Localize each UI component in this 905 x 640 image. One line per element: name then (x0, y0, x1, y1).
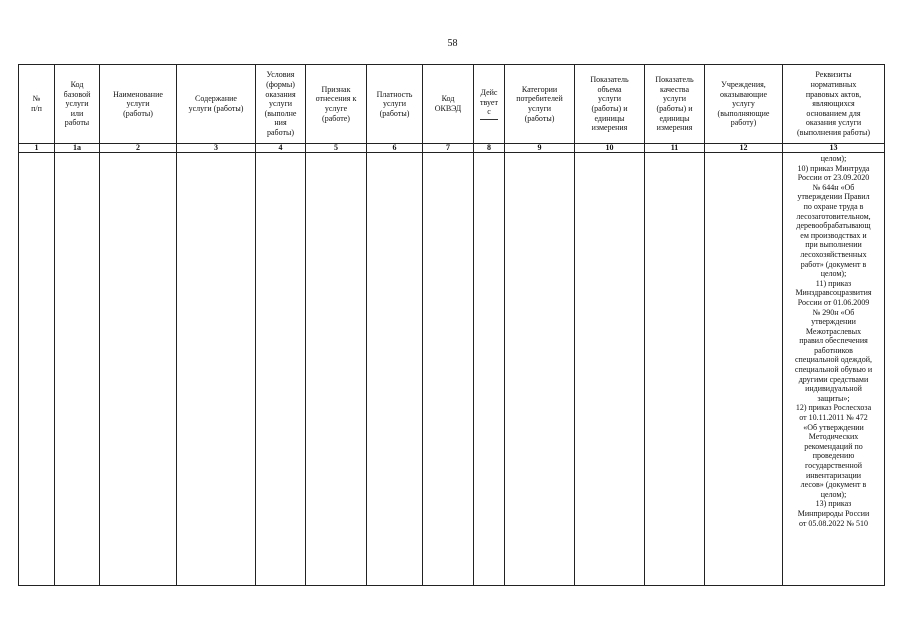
column-header-9: Категории потребителей услуги (работы) (505, 65, 575, 144)
cell-col-11 (645, 153, 705, 586)
column-header-13: Реквизиты нормативных правовых актов, являющихся основанием для оказания услуги (выполнения работы) (783, 65, 885, 144)
cell-col-7 (423, 153, 474, 586)
legal-acts-text: целом); 10) приказ Минтруда России от 23.09.2020 № 644н «Об утверждении Правил по охране труда в лесозаготовительном, деревообрабатывающ ем производствах и при выполнении лесохозяйственных работ» (документ в целом); 11) приказ Минздравсоцразвития России от 01.06.2009 № 290н «Об утверждении Межотраслевых правил обеспечения работников специальной одеждой, специальной обувью и другими средствами индивидуальной защиты»; 12) приказ Рослесхоза от 10.11.2011 № 472 «Об утверждении Методических рекомендаций по проведению государственной инвентаризации лесов» (документ в целом); 13) приказ Минприроды России от 05.08.2022 № 510 (794, 154, 873, 528)
cell-col-12 (705, 153, 783, 586)
column-number-9: 9 (505, 144, 575, 153)
column-number-1: 1 (19, 144, 55, 153)
column-number-12: 12 (705, 144, 783, 153)
column-number-5: 5 (306, 144, 367, 153)
column-number-3: 3 (177, 144, 256, 153)
column-header-12: Учреждения, оказывающие услугу (выполняющие работу) (705, 65, 783, 144)
column-header-3: Содержание услуги (работы) (177, 65, 256, 144)
page-number: 58 (447, 38, 458, 49)
column-header-11: Показатель качества услуги (работы) и единицы измерения (645, 65, 705, 144)
column-number-6: 6 (367, 144, 423, 153)
cell-col-2 (100, 153, 177, 586)
cell-col-8 (474, 153, 505, 586)
column-header-5: Признак отнесения к услуге (работе) (306, 65, 367, 144)
cell-col-1 (19, 153, 55, 586)
column-8-underline (480, 119, 498, 120)
cell-col-10 (575, 153, 645, 586)
column-header-4: Условия (формы) оказания услуги (выполне ния работы) (256, 65, 306, 144)
column-number-10: 10 (575, 144, 645, 153)
column-number-1a: 1а (55, 144, 100, 153)
column-header-10: Показатель объема услуги (работы) и единицы измерения (575, 65, 645, 144)
cell-col-9 (505, 153, 575, 586)
column-number-13: 13 (783, 144, 885, 153)
column-number-11: 11 (645, 144, 705, 153)
cell-col-13-legal-acts (783, 153, 885, 586)
column-header-7: Код ОКВЭД (423, 65, 474, 144)
column-header-6: Платность услуги (работы) (367, 65, 423, 144)
column-number-row (19, 144, 885, 153)
header-row (19, 65, 885, 144)
column-number-2: 2 (100, 144, 177, 153)
cell-col-5 (306, 153, 367, 586)
cell-col-6 (367, 153, 423, 586)
column-header-1: № п/п (19, 65, 55, 144)
column-header-8: Дейс твует с (474, 65, 505, 144)
services-registry-table (18, 64, 885, 586)
column-header-2: Наименование услуги (работы) (100, 65, 177, 144)
column-header-1a: Код базовой услуги или работы (55, 65, 100, 144)
cell-col-3 (177, 153, 256, 586)
table-row (19, 153, 885, 586)
cell-col-4 (256, 153, 306, 586)
column-number-8: 8 (474, 144, 505, 153)
column-number-7: 7 (423, 144, 474, 153)
cell-col-1a (55, 153, 100, 586)
column-number-4: 4 (256, 144, 306, 153)
